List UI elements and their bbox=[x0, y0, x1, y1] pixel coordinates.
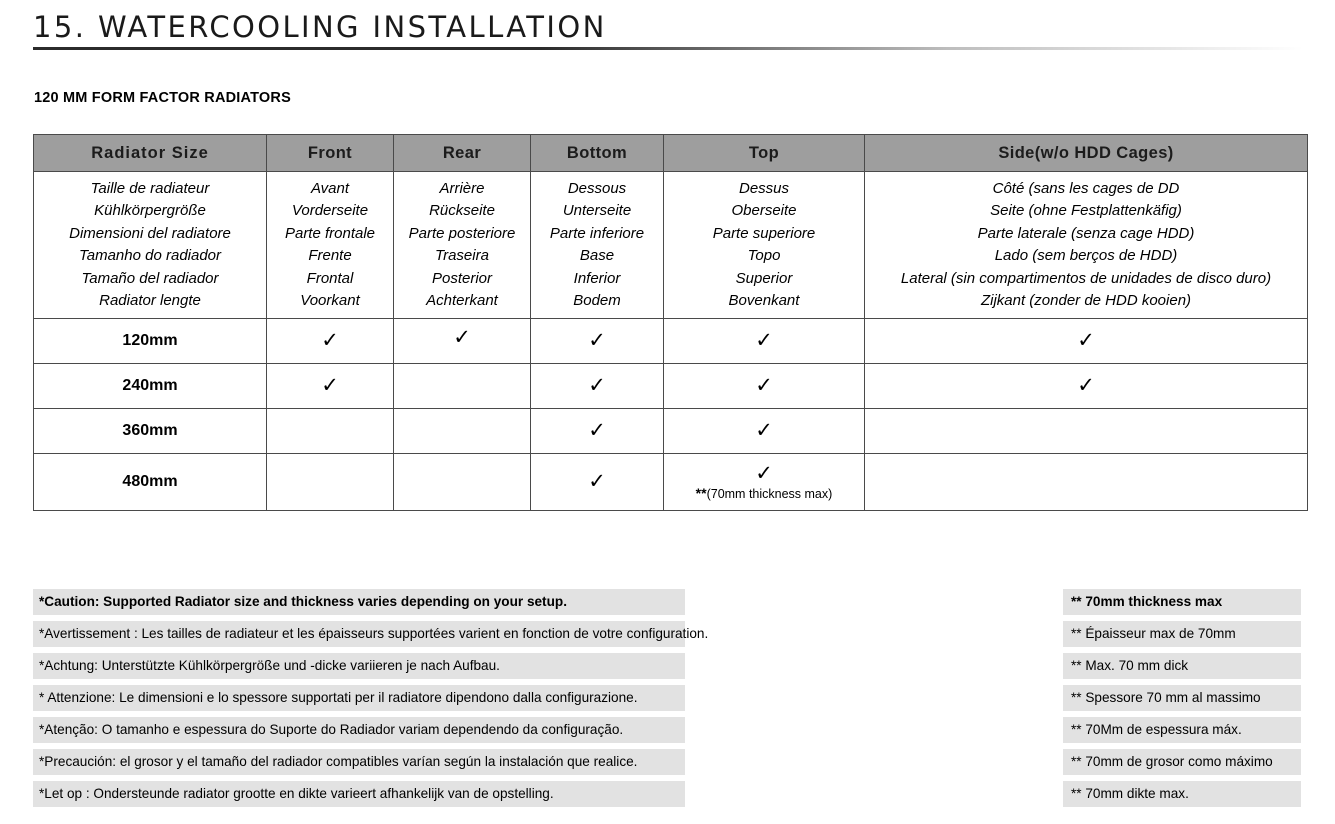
translation-line: Vorderseite bbox=[291, 202, 369, 220]
translations-size bbox=[34, 172, 267, 319]
check-icon: ✓ bbox=[588, 418, 606, 443]
check-icon: ✓ bbox=[755, 373, 773, 398]
check-icon: ✓ bbox=[588, 373, 606, 398]
note-line: ** Spessore 70 mm al massimo bbox=[1063, 685, 1301, 711]
title-divider bbox=[33, 47, 1303, 50]
note-line: ** 70mm de grosor como máximo bbox=[1063, 749, 1301, 775]
translation-line: Parte frontale bbox=[284, 224, 376, 242]
translation-line: Côté (sans les cages de DD bbox=[992, 180, 1180, 197]
note-line: ** 70Mm de espessura máx. bbox=[1063, 717, 1301, 743]
translation-line: Lateral (sin compartimentos de unidades de disco duro) bbox=[900, 269, 1272, 287]
note-line: *Achtung: Unterstützte Kühlkörpergröße und -dicke variieren je nach Aufbau. bbox=[33, 653, 685, 679]
caution-notes-left bbox=[33, 589, 709, 813]
translation-line: Parte inferiore bbox=[549, 224, 645, 242]
cell-rear bbox=[394, 409, 531, 454]
translation-line: Oberseite bbox=[731, 202, 797, 220]
cell-side bbox=[865, 454, 1308, 511]
translation-line: Dessous bbox=[567, 180, 627, 197]
translation-line: Base bbox=[579, 247, 615, 265]
check-icon: ✓ bbox=[321, 373, 339, 398]
table-row bbox=[34, 454, 1308, 511]
translation-line: Unterseite bbox=[562, 202, 632, 220]
note-line: ** 70mm thickness max bbox=[1063, 589, 1301, 615]
cell-side bbox=[865, 409, 1308, 454]
translation-line: Parte laterale (senza cage HDD) bbox=[977, 224, 1195, 242]
translation-line: Traseira bbox=[435, 247, 489, 265]
asterisk-marker: ** bbox=[695, 485, 707, 502]
note-line: ** Épaisseur max de 70mm bbox=[1063, 621, 1301, 647]
translation-line: Lado (sem berços de HDD) bbox=[994, 247, 1178, 265]
translation-line: Superior bbox=[735, 269, 793, 287]
check-icon: ✓ bbox=[321, 328, 339, 353]
table-row bbox=[34, 364, 1308, 409]
cell-rear bbox=[394, 364, 531, 409]
top-thickness-note bbox=[664, 485, 864, 501]
translation-line: Parte posteriore bbox=[408, 224, 516, 242]
cell-side bbox=[865, 364, 1308, 409]
note-line: * Attenzione: Le dimensioni e lo spessore supportati per il radiatore dipendono dalla configurazione. bbox=[33, 685, 685, 711]
check-icon: ✓ bbox=[1077, 373, 1095, 398]
translations-bottom bbox=[531, 172, 664, 319]
cell-front bbox=[267, 409, 394, 454]
translation-line: Inferior bbox=[573, 269, 621, 287]
cell-size: 120mm bbox=[34, 319, 267, 364]
radiator-compatibility-table bbox=[33, 134, 1308, 511]
translation-line: Parte superiore bbox=[712, 224, 816, 242]
note-line: ** 70mm dikte max. bbox=[1063, 781, 1301, 807]
cell-front bbox=[267, 364, 394, 409]
section-heading: 120 MM FORM FACTOR RADIATORS bbox=[34, 90, 291, 106]
translation-line: Voorkant bbox=[300, 292, 360, 310]
translation-line: Tamaño del radiador bbox=[81, 269, 219, 287]
cell-size: 240mm bbox=[34, 364, 267, 409]
table-translations-row bbox=[34, 172, 1308, 319]
header-rear: Rear bbox=[394, 135, 531, 172]
page-title-block bbox=[33, 10, 1303, 50]
translation-line: Posterior bbox=[431, 269, 493, 287]
translations-rear bbox=[394, 172, 531, 319]
translation-line: Frente bbox=[308, 247, 352, 265]
translation-line: Seite (ohne Festplattenkäfig) bbox=[990, 202, 1182, 220]
cell-bottom bbox=[531, 409, 664, 454]
page-title: 15. WATERCOOLING INSTALLATION bbox=[33, 10, 607, 44]
header-side: Side(w/o HDD Cages) bbox=[865, 135, 1308, 172]
cell-rear bbox=[394, 319, 531, 364]
translation-line: Taille de radiateur bbox=[90, 180, 210, 197]
check-icon: ✓ bbox=[755, 461, 773, 486]
translation-line: Bodem bbox=[573, 292, 621, 310]
translation-line: Dimensioni del radiatore bbox=[69, 224, 231, 242]
check-icon: ✓ bbox=[755, 328, 773, 353]
cell-bottom bbox=[531, 364, 664, 409]
cell-front bbox=[267, 454, 394, 511]
note-line: *Caution: Supported Radiator size and thickness varies depending on your setup. bbox=[33, 589, 685, 615]
cell-bottom bbox=[531, 454, 664, 511]
note-line: *Atenção: O tamanho e espessura do Suporte do Radiador variam dependendo da configuração. bbox=[33, 717, 685, 743]
cell-bottom bbox=[531, 319, 664, 364]
cell-top bbox=[664, 409, 865, 454]
header-bottom: Bottom bbox=[531, 135, 664, 172]
table-header-row bbox=[34, 135, 1308, 172]
thickness-notes-right bbox=[1063, 589, 1301, 813]
translation-line: Topo bbox=[747, 247, 781, 265]
note-line: *Avertissement : Les tailles de radiateur et les épaisseurs supportées varient en fonction de votre configuration. bbox=[33, 621, 685, 647]
table-row bbox=[34, 319, 1308, 364]
translation-line: Arrière bbox=[439, 180, 485, 197]
note-line: ** Max. 70 mm dick bbox=[1063, 653, 1301, 679]
translation-line: Frontal bbox=[306, 269, 354, 287]
check-icon: ✓ bbox=[755, 418, 773, 443]
translation-line: Avant bbox=[310, 180, 350, 197]
translations-front bbox=[267, 172, 394, 319]
translation-line: Tamanho do radiador bbox=[78, 247, 222, 265]
translation-line: Achterkant bbox=[426, 292, 498, 310]
cell-front bbox=[267, 319, 394, 364]
note-line: *Let op : Ondersteunde radiator grootte en dikte varieert afhankelijk van de opstelling. bbox=[33, 781, 685, 807]
translation-line: Kühlkörpergröße bbox=[94, 202, 206, 220]
table-row bbox=[34, 409, 1308, 454]
translations-top bbox=[664, 172, 865, 319]
cell-top bbox=[664, 364, 865, 409]
translation-line: Radiator lengte bbox=[99, 292, 201, 310]
cell-size: 480mm bbox=[34, 454, 267, 511]
check-icon: ✓ bbox=[453, 325, 471, 350]
header-front: Front bbox=[267, 135, 394, 172]
header-radiator-size: Radiator Size bbox=[34, 135, 267, 172]
cell-side bbox=[865, 319, 1308, 364]
translation-line: Dessus bbox=[738, 180, 790, 197]
cell-size: 360mm bbox=[34, 409, 267, 454]
header-top: Top bbox=[664, 135, 865, 172]
cell-top bbox=[664, 454, 865, 511]
translation-line: Rückseite bbox=[429, 202, 495, 220]
translation-line: Bovenkant bbox=[728, 292, 800, 310]
check-icon: ✓ bbox=[1077, 328, 1095, 353]
cell-top bbox=[664, 319, 865, 364]
check-icon: ✓ bbox=[588, 328, 606, 353]
top-thickness-note-text: (70mm thickness max) bbox=[706, 487, 833, 502]
cell-rear bbox=[394, 454, 531, 511]
note-line: *Precaución: el grosor y el tamaño del radiador compatibles varían según la instalación que realice. bbox=[33, 749, 685, 775]
check-icon: ✓ bbox=[588, 469, 606, 494]
translation-line: Zijkant (zonder de HDD kooien) bbox=[980, 292, 1192, 310]
translations-side bbox=[865, 172, 1308, 319]
